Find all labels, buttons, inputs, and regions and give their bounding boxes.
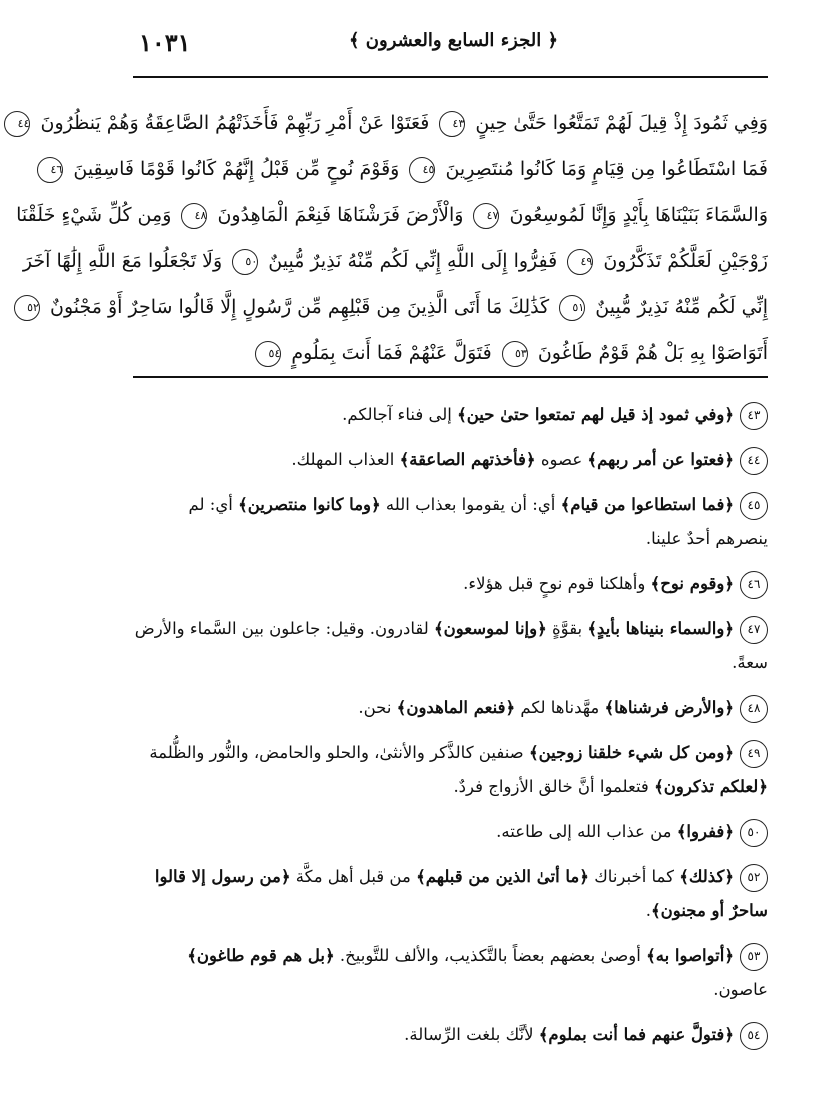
verse-number-badge: ٥٣ — [740, 943, 768, 971]
note-quote: ﴿بل هم قوم طاغون﴾ — [187, 946, 335, 965]
note-quote: ﴿كذلك﴾ — [679, 867, 734, 886]
verse-number-badge: ٤٦ — [740, 571, 768, 599]
note-quote: ﴿فعتوا عن أمر ربهم﴾ — [587, 450, 734, 469]
note-text: عصوه — [535, 450, 588, 469]
verse-marker: ٤٦ — [37, 157, 63, 183]
verse-text: فَعَتَوْا عَنْ أَمْرِ رَبِّهِمْ فَأَخَذَتْهُمُ الصَّاعِقَةُ وَهُمْ يَنظُرُونَ — [40, 112, 430, 134]
verse-number-badge: ٤٥ — [740, 492, 768, 520]
note-quote: ﴿فأخذتهم الصاعقة﴾ — [399, 450, 536, 469]
page-number: ١٠٣١ — [139, 28, 191, 57]
page-header — [139, 28, 768, 64]
verse-text: وَالْأَرْضَ فَرَشْنَاهَا فَنِعْمَ الْمَاهِدُونَ — [217, 204, 464, 226]
quran-line — [17, 100, 768, 146]
note-text: كما أخبرناك — [588, 867, 680, 886]
note-quote: ﴿ففروا﴾ — [676, 822, 734, 841]
note-quote: ﴿فما استطاعوا من قيام﴾ — [560, 495, 734, 514]
note-text: إلى فناء آجالكم. — [342, 405, 458, 424]
note-quote: ﴿فنعم الماهدون﴾ — [396, 698, 516, 717]
verse-marker: ٤٧ — [473, 203, 499, 229]
verse-number-badge: ٤٤ — [740, 447, 768, 475]
verse-text: أَتَوَاصَوْا بِهِ بَلْ هُمْ قَوْمٌ طَاغُونَ — [537, 342, 768, 364]
verse-text: وَالسَّمَاءَ بَنَيْنَاهَا بِأَيْدٍ وَإِنَّا لَمُوسِعُونَ — [509, 204, 768, 226]
note-item — [133, 567, 768, 601]
verse-number-badge: ٥٢ — [740, 864, 768, 892]
quran-line — [22, 238, 768, 284]
note-text: العذاب المهلك. — [291, 450, 400, 469]
quran-line — [27, 284, 768, 330]
quran-line — [16, 192, 768, 238]
note-text: بقوَّةٍ — [546, 619, 588, 638]
verse-marker: ٥٢ — [14, 295, 40, 321]
verse-text: إِنِّي لَكُم مِّنْهُ نَذِيرٌ مُّبِينٌ — [595, 296, 768, 318]
verse-marker: ٥٤ — [255, 341, 281, 367]
note-text: أوصىٰ بعضهم بعضاً بالتَّكذيب، والألف للتَّوبيخ. — [334, 946, 647, 965]
note-quote: ﴿والأرض فرشناها﴾ — [604, 698, 734, 717]
note-item — [133, 939, 768, 1007]
quran-text-block — [16, 100, 768, 376]
note-text: من قبل أهل مكَّة — [290, 867, 417, 886]
note-text: أي: أن يقوموا بعذاب الله — [380, 495, 561, 514]
verse-marker: ٤٤ — [4, 111, 30, 137]
verse-text: فَتَوَلَّ عَنْهُمْ فَمَا أَنتَ بِمَلُومٍ — [291, 342, 492, 364]
note-text: وأهلكنا قوم نوحٍ قبل هؤلاء. — [463, 574, 651, 593]
note-quote: ﴿وقوم نوح﴾ — [650, 574, 734, 593]
note-text: عاصون. — [713, 980, 768, 999]
note-item — [133, 736, 768, 804]
note-quote: ﴿من رسول إلا قالوا ساحرٌ أو مجنون﴾ — [154, 867, 768, 920]
verse-marker: ٤٥ — [409, 157, 435, 183]
quran-line — [133, 330, 768, 376]
verse-number-badge: ٤٧ — [740, 616, 768, 644]
note-text: فتعلموا أنَّ خالق الأزواج فردٌ. — [453, 777, 655, 796]
note-text: نحن. — [358, 698, 397, 717]
quran-line — [50, 146, 768, 192]
note-quote: ﴿والسماء بنيناها بأيدٍ﴾ — [587, 619, 734, 638]
verse-marker: ٥٠ — [232, 249, 258, 275]
verse-text: زَوْجَيْنِ لَعَلَّكُمْ تَذَكَّرُونَ — [603, 250, 768, 272]
header-divider — [133, 76, 768, 78]
note-item — [133, 398, 768, 432]
note-text: . — [645, 901, 652, 920]
verse-marker: ٤٣ — [439, 111, 465, 137]
commentary-block — [133, 398, 768, 1063]
note-text: مهَّدناها لكم — [515, 698, 605, 717]
note-quote: ﴿لعلكم تذكرون﴾ — [654, 777, 768, 796]
note-text: صنفين كالذَّكر والأنثىٰ، والحلو والحامض، والنُّور والظُّلمة — [149, 743, 529, 762]
note-quote: ﴿وإنا لموسعون﴾ — [434, 619, 547, 638]
note-quote: ﴿وما كانوا منتصرين﴾ — [238, 495, 381, 514]
note-item — [133, 1018, 768, 1052]
note-quote: ﴿ومن كل شيء خلقنا زوجين﴾ — [528, 743, 734, 762]
verse-marker: ٤٨ — [181, 203, 207, 229]
note-quote: ﴿أتواصوا به﴾ — [646, 946, 734, 965]
note-text: من عذاب الله إلى طاعته. — [496, 822, 677, 841]
note-item — [133, 815, 768, 849]
verse-text: كَذَٰلِكَ مَا أَتَى الَّذِينَ مِن قَبْلِهِم مِّن رَّسُولٍ إِلَّا قَالُوا سَاحِرٌ أَوْ مَجْنُونٌ — [50, 296, 550, 318]
verse-marker: ٥٣ — [502, 341, 528, 367]
note-text: لأنَّك بلغت الرِّسالة. — [404, 1025, 539, 1044]
verse-text: فَفِرُّوا إِلَى اللَّهِ إِنِّي لَكُم مِّنْهُ نَذِيرٌ مُّبِينٌ — [268, 250, 558, 272]
verse-marker: ٥١ — [559, 295, 585, 321]
verse-number-badge: ٥٤ — [740, 1022, 768, 1050]
verse-text: فَمَا اسْتَطَاعُوا مِن قِيَامٍ وَمَا كَانُوا مُنتَصِرِينَ — [445, 158, 768, 180]
note-quote: ﴿فتولَّ عنهم فما أنت بملوم﴾ — [538, 1025, 734, 1044]
note-text: لقادرون. وقيل: جاعلون بين السَّماء والأرض سعةً. — [134, 619, 768, 672]
verse-marker: ٤٩ — [567, 249, 593, 275]
verse-number-badge: ٤٨ — [740, 695, 768, 723]
verse-number-badge: ٤٣ — [740, 402, 768, 430]
note-text: أي: لم ينصرهم أحدٌ علينا. — [188, 495, 768, 548]
verse-text: وَقَوْمَ نُوحٍ مِّن قَبْلُ إِنَّهُمْ كَانُوا قَوْمًا فَاسِقِينَ — [73, 158, 400, 180]
note-item — [133, 860, 768, 928]
verse-number-badge: ٥٠ — [740, 819, 768, 847]
section-divider — [133, 376, 768, 378]
note-item — [133, 443, 768, 477]
running-title: ﴿ الجزء السابع والعشرون ﴾ — [348, 30, 559, 51]
verse-text: وَفِي ثَمُودَ إِذْ قِيلَ لَهُمْ تَمَتَّعُوا حَتَّىٰ حِينٍ — [475, 112, 768, 134]
note-item — [133, 488, 768, 556]
verse-number-badge: ٤٩ — [740, 740, 768, 768]
note-quote: ﴿ما أتىٰ الذين من قبلهم﴾ — [416, 867, 589, 886]
verse-text: وَمِن كُلِّ شَيْءٍ خَلَقْنَا — [16, 204, 172, 226]
verse-text: وَلَا تَجْعَلُوا مَعَ اللَّهِ إِلَٰهًا آخَرَ — [22, 250, 223, 272]
note-quote: ﴿وفي ثمود إذ قيل لهم تمتعوا حتىٰ حين﴾ — [457, 405, 734, 424]
note-item — [133, 691, 768, 725]
note-item — [133, 612, 768, 680]
